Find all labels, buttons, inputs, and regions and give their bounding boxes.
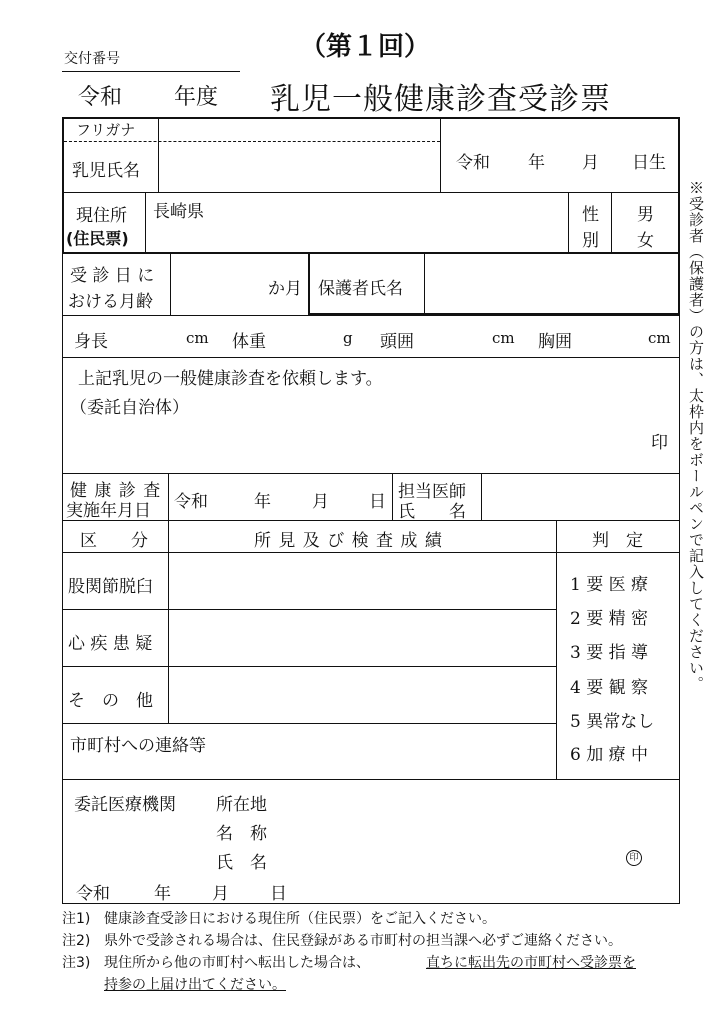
- height-label: 身長: [74, 332, 108, 352]
- institution-name-label: 名 称: [216, 824, 267, 844]
- row-line-heart: [62, 609, 556, 610]
- note-3-text-continued: 持参の上届け出てください。: [104, 977, 286, 993]
- row-line-request-top: [62, 357, 680, 358]
- row-line-measure-top: [62, 315, 680, 316]
- address-value: 長崎県: [153, 202, 204, 222]
- furigana-label: フリガナ: [76, 121, 136, 139]
- judgement-option-1[interactable]: 1 要 医 療: [570, 575, 649, 595]
- municipality-label: （委託自治体）: [70, 398, 189, 418]
- exam-day-label: 日: [369, 492, 386, 512]
- institution-reiwa: 令和: [76, 884, 110, 904]
- note-3-text-a: 現住所から他の市町村へ転出した場合は、: [104, 955, 370, 971]
- institution-seal-mark: 印: [626, 850, 642, 866]
- category-header: 区 分: [80, 531, 148, 551]
- round-label: （第１回）: [300, 32, 431, 62]
- exam-label-divider: [168, 473, 169, 520]
- note-1-text: 健康診査受診日における現住所（住民票）をご記入ください。: [104, 911, 496, 927]
- note-1-label: 注1): [62, 911, 91, 927]
- row-line-exam-top: [62, 473, 680, 474]
- weight-label: 体重: [232, 332, 266, 352]
- row-label-hip: 股関節脱臼: [68, 577, 153, 597]
- note-3-label: 注3): [62, 955, 91, 971]
- height-unit: cm: [186, 329, 209, 347]
- row-line-results-header: [62, 520, 680, 521]
- row-label-other: そ の 他: [68, 691, 153, 711]
- institution-year-label: 年: [154, 884, 171, 904]
- birth-month-label: 月: [582, 153, 599, 173]
- guardian-name-label: 保護者氏名: [318, 279, 403, 299]
- row-label-heart: 心 疾 患 疑: [68, 634, 153, 654]
- chest-unit: cm: [648, 329, 671, 347]
- institution-doctor-label: 氏 名: [216, 853, 267, 873]
- address-label: 現住所: [76, 206, 127, 226]
- request-text: 上記乳児の一般健康診査を依頼します。: [78, 369, 383, 389]
- issue-number-label: 交付番号: [64, 51, 120, 67]
- sex-label-bottom: 別: [582, 231, 599, 251]
- row-line-institution: [62, 779, 680, 780]
- row-line-results-body: [62, 552, 680, 553]
- judgement-option-2[interactable]: 2 要 精 密: [570, 609, 649, 629]
- birth-year-label: 年: [528, 153, 545, 173]
- header-fiscal-year: 年度: [174, 85, 219, 110]
- sex-option-male[interactable]: 男: [637, 205, 654, 225]
- weight-unit: g: [343, 329, 353, 347]
- judgement-option-6[interactable]: 6 加 療 中: [570, 745, 649, 765]
- infant-name-label: 乳児氏名: [72, 161, 140, 181]
- sex-option-female[interactable]: 女: [637, 231, 654, 251]
- birth-day-label: 日生: [632, 153, 666, 173]
- exam-month-label: 月: [312, 492, 329, 512]
- institution-label: 委託医療機関: [74, 795, 176, 815]
- guardian-label-divider: [424, 253, 425, 315]
- side-note-vertical: ※受診者（保護者）の方は、太枠内をボールペンで記入してください。: [687, 180, 705, 692]
- sex-value-divider: [611, 192, 612, 253]
- contact-label: 市町村への連絡等: [70, 736, 206, 756]
- age-label-bottom: おける月齢: [68, 292, 153, 312]
- judgement-option-4[interactable]: 4 要 観 察: [570, 678, 649, 698]
- header-reiwa: 令和: [78, 85, 123, 110]
- sex-label-divider: [568, 192, 569, 253]
- age-label-divider: [170, 253, 171, 315]
- row-line-other: [62, 666, 556, 667]
- chest-label: 胸囲: [538, 332, 572, 352]
- exam-year-label: 年: [254, 492, 271, 512]
- head-unit: cm: [492, 329, 515, 347]
- row-line-address-top: [62, 192, 680, 193]
- doctor-label-bottom: 氏 名: [398, 502, 466, 522]
- doctor-left-divider: [392, 473, 393, 520]
- exam-date-label-top: 健 康 診 査: [70, 481, 162, 501]
- sex-label-top: 性: [582, 205, 599, 225]
- exam-date-label-bottom: 実施年月日: [66, 501, 151, 521]
- category-divider: [168, 520, 169, 723]
- exam-reiwa: 令和: [174, 492, 208, 512]
- name-label-divider: [158, 117, 159, 192]
- doctor-label-top: 担当医師: [398, 482, 466, 502]
- issue-number-underline: [62, 71, 240, 72]
- address-label-divider: [145, 192, 146, 253]
- judgement-divider: [556, 520, 557, 779]
- furigana-dashed-line: [64, 141, 440, 142]
- note-3-text-underlined: 直ちに転出先の市町村へ受診票を: [426, 955, 636, 971]
- doctor-label-divider: [481, 473, 482, 520]
- age-label-top: 受 診 日 に: [70, 266, 155, 286]
- municipality-seal: 印: [651, 433, 668, 453]
- page-title: 乳児一般健康診査受診票: [270, 82, 611, 117]
- institution-day-label: 日: [270, 884, 287, 904]
- address-sub-label: (住民票): [66, 229, 129, 248]
- note-2-text: 県外で受診される場合は、住民登録がある市町村の担当課へ必ずご連絡ください。: [104, 933, 622, 949]
- row-line-contact: [62, 723, 556, 724]
- judgement-header: 判 定: [592, 531, 643, 551]
- judgement-option-3[interactable]: 3 要 指 導: [570, 643, 649, 663]
- head-label: 頭囲: [380, 332, 414, 352]
- findings-header: 所 見 及 び 検 査 成 績: [254, 531, 443, 551]
- institution-location-label: 所在地: [216, 795, 267, 815]
- judgement-option-5[interactable]: 5 異常なし: [570, 712, 655, 732]
- birth-reiwa: 令和: [456, 153, 490, 173]
- birth-divider: [440, 117, 441, 192]
- note-2-label: 注2): [62, 933, 91, 949]
- months-unit: か月: [268, 279, 302, 299]
- institution-month-label: 月: [212, 884, 229, 904]
